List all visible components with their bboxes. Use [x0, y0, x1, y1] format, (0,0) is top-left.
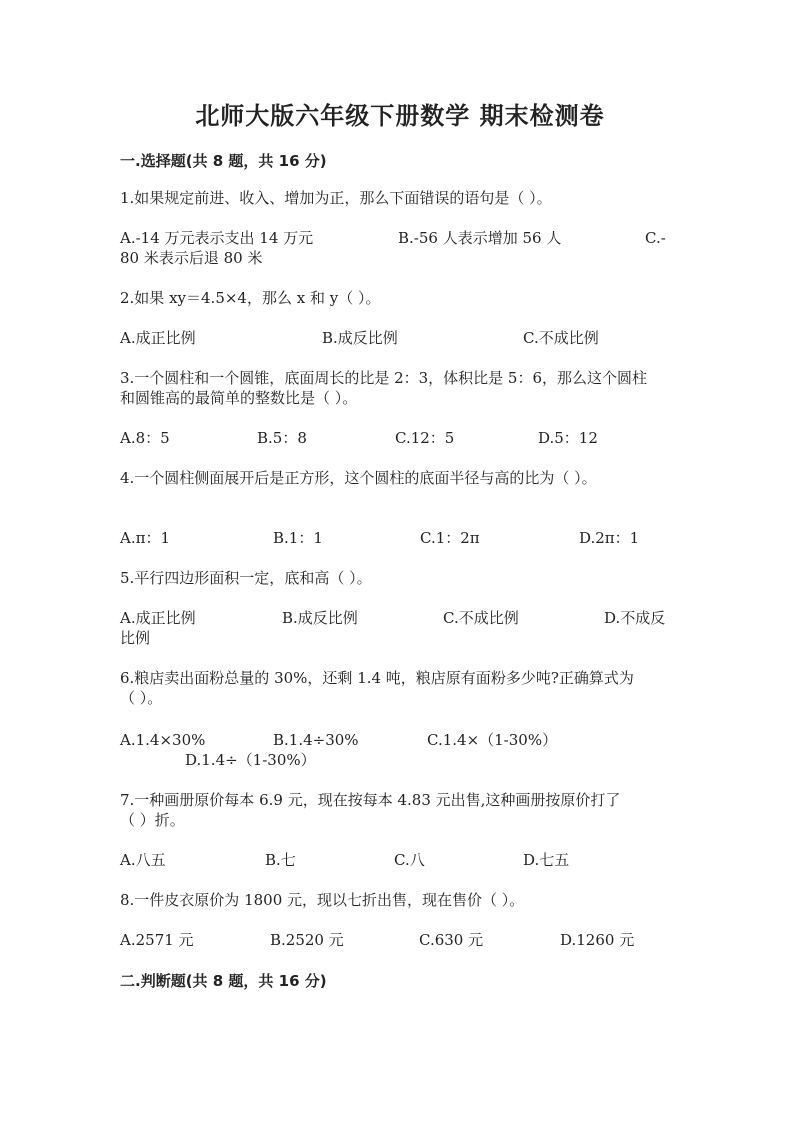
question-1: 1.如果规定前进、收入、增加为正，那么下面错误的语句是（ ）。 [120, 189, 552, 207]
q7-option-d: D.七五 [523, 851, 570, 869]
q3-option-a: A.8：5 [120, 429, 170, 447]
q8-option-c: C.630 元 [419, 931, 484, 949]
q7-option-a: A.八五 [120, 851, 166, 869]
q7-option-c: C.八 [394, 851, 425, 869]
q2-option-b: B.成反比例 [322, 329, 398, 347]
question-4: 4.一个圆柱侧面展开后是正方形，这个圆柱的底面半径与高的比为（ ）。 [120, 469, 597, 487]
q1-option-a: A.-14 万元表示支出 14 万元 [120, 229, 314, 247]
section-heading-choice: 一.选择题(共 8 题，共 16 分) [120, 152, 327, 170]
question-7-line-2: （ ）折。 [120, 811, 185, 829]
q1-option-b: B.-56 人表示增加 56 人 [398, 229, 562, 247]
q4-option-c: C.1：2π [420, 529, 480, 547]
q5-option-d: D.不成反 [604, 609, 666, 627]
q6-option-b: B.1.4÷30% [273, 731, 359, 749]
section-heading-judgement: 二.判断题(共 8 题，共 16 分) [120, 972, 327, 990]
question-7-line-1: 7.一种画册原价每本 6.9 元，现在按每本 4.83 元出售,这种画册按原价打了 [120, 791, 621, 809]
q8-option-b: B.2520 元 [270, 931, 344, 949]
q8-option-a: A.2571 元 [120, 931, 194, 949]
question-2: 2.如果 xy＝4.5×4，那么 x 和 y（ ）。 [120, 289, 381, 307]
q3-option-b: B.5：8 [257, 429, 307, 447]
question-3-line-2: 和圆锥高的最简单的整数比是（ ）。 [120, 389, 358, 407]
q8-option-d: D.1260 元 [560, 931, 635, 949]
page-title: 北师大版六年级下册数学 期末检测卷 [195, 102, 605, 130]
q5-option-a: A.成正比例 [120, 609, 196, 627]
question-8: 8.一件皮衣原价为 1800 元，现以七折出售，现在售价（ ）。 [120, 891, 525, 909]
q1-option-c-continued: 80 米表示后退 80 米 [120, 249, 263, 267]
q5-option-c: C.不成比例 [443, 609, 519, 627]
q2-option-a: A.成正比例 [120, 329, 196, 347]
q5-option-d-continued: 比例 [120, 629, 151, 647]
q7-option-b: B.七 [265, 851, 296, 869]
question-6-line-2: （ ）。 [120, 689, 163, 707]
q5-option-b: B.成反比例 [282, 609, 358, 627]
q6-option-a: A.1.4×30% [120, 731, 206, 749]
question-3-line-1: 3.一个圆柱和一个圆锥，底面周长的比是 2：3，体积比是 5：6，那么这个圆柱 [120, 369, 648, 387]
q2-option-c: C.不成比例 [523, 329, 599, 347]
question-5: 5.平行四边形面积一定，底和高（ ）。 [120, 569, 372, 587]
q6-option-d: D.1.4÷（1-30%） [185, 751, 316, 769]
q4-option-d: D.2π：1 [579, 529, 640, 547]
q3-option-d: D.5：12 [538, 429, 598, 447]
q6-option-c: C.1.4×（1-30%） [427, 731, 558, 749]
q4-option-a: A.π：1 [120, 529, 171, 547]
question-6-line-1: 6.粮店卖出面粉总量的 30%，还剩 1.4 吨，粮店原有面粉多少吨?正确算式为 [120, 669, 634, 687]
q1-option-c: C.- [645, 229, 666, 247]
q3-option-c: C.12：5 [395, 429, 455, 447]
q4-option-b: B.1：1 [273, 529, 323, 547]
